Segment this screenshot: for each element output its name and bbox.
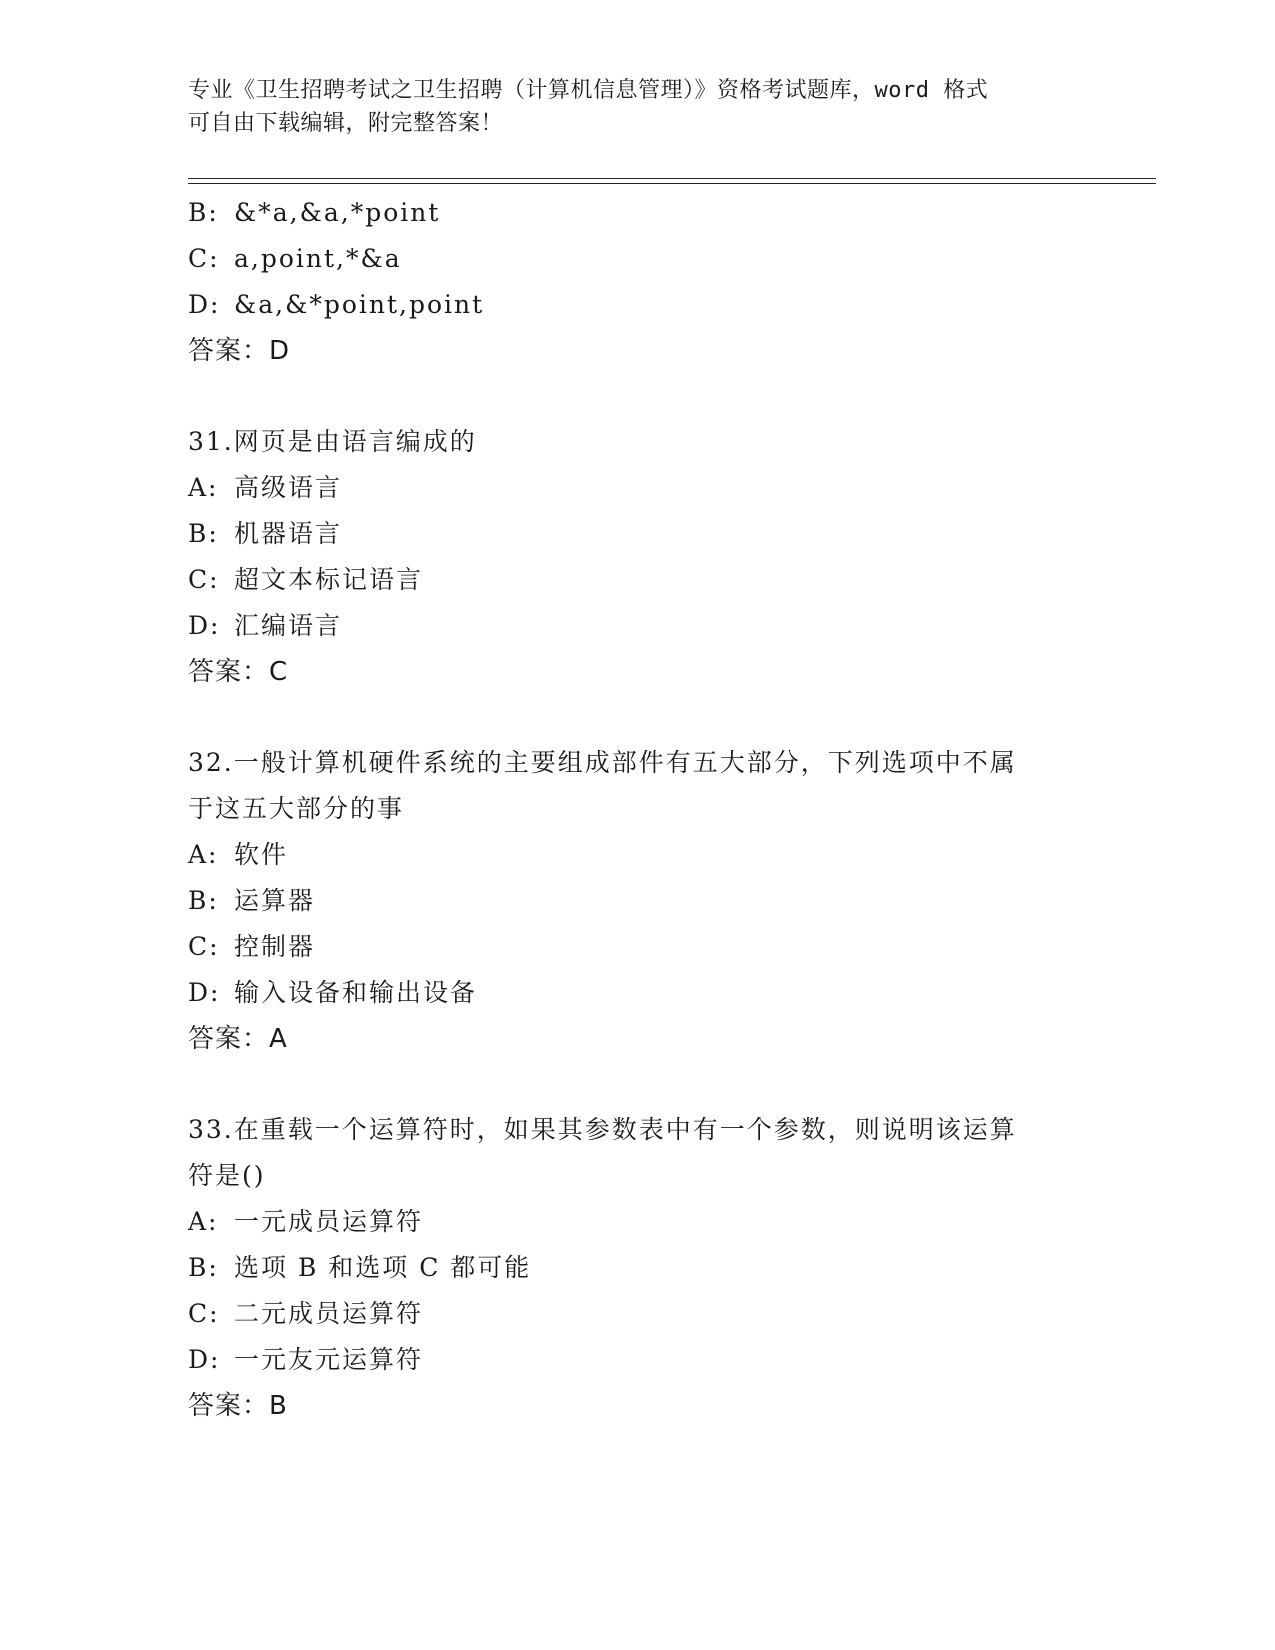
header-line-2: 可自由下载编辑，附完整答案！ [188, 111, 504, 136]
option-letter: C: [188, 1299, 220, 1328]
question-32 [188, 740, 1088, 1062]
question-31 [188, 419, 1088, 695]
option-d [188, 282, 1088, 328]
option-text: 选项 B 和选项 C 都可能 [234, 1253, 532, 1282]
option-letter: D: [188, 1345, 221, 1374]
option-text: &a,&*point,point [234, 290, 485, 319]
option-text: 二元成员运算符 [234, 1299, 424, 1328]
option-letter: D: [188, 978, 221, 1007]
option-c [188, 924, 1088, 970]
option-text: 一元成员运算符 [234, 1207, 424, 1236]
option-b [188, 878, 1088, 924]
option-letter: D: [188, 290, 221, 319]
option-text: 一元友元运算符 [234, 1345, 424, 1374]
answer: 答案：B [188, 1391, 288, 1421]
option-letter: B: [188, 1253, 219, 1282]
option-a [188, 832, 1088, 878]
option-b [188, 190, 1088, 236]
option-a [188, 1199, 1088, 1245]
option-letter: B: [188, 519, 219, 548]
option-letter: B: [188, 886, 219, 915]
option-letter: C: [188, 932, 220, 961]
option-letter: B: [188, 198, 219, 227]
option-d [188, 603, 1088, 649]
option-text: 机器语言 [234, 519, 343, 548]
option-text: 超文本标记语言 [234, 565, 424, 594]
option-letter: A: [188, 1207, 219, 1236]
document-header [188, 74, 1068, 140]
option-text: 汇编语言 [234, 611, 343, 640]
question-text: 31.网页是由语言编成的 [188, 427, 477, 456]
answer: 答案：C [188, 657, 289, 687]
option-text: a,point,*&a [234, 244, 402, 273]
option-c [188, 1291, 1088, 1337]
answer: 答案：D [188, 336, 291, 366]
option-letter: D: [188, 611, 221, 640]
option-a [188, 465, 1088, 511]
question-text-line-2: 于这五大部分的事 [188, 794, 405, 823]
question-text-line-1: 32.一般计算机硬件系统的主要组成部件有五大部分，下列选项中不属 [188, 748, 1017, 777]
option-text: 软件 [234, 840, 289, 869]
option-letter: C: [188, 244, 220, 273]
answer: 答案：A [188, 1024, 288, 1054]
option-d [188, 1337, 1088, 1383]
option-text: 运算器 [234, 886, 316, 915]
option-b [188, 1245, 1088, 1291]
option-d [188, 970, 1088, 1016]
option-c [188, 557, 1088, 603]
option-text: 控制器 [234, 932, 316, 961]
question-text-line-1: 33.在重载一个运算符时，如果其参数表中有一个参数，则说明该运算 [188, 1115, 1017, 1144]
question-33 [188, 1107, 1088, 1429]
header-divider-bottom [188, 183, 1156, 184]
option-letter: A: [188, 473, 219, 502]
option-text: 输入设备和输出设备 [234, 978, 478, 1007]
option-c [188, 236, 1088, 282]
header-line-1: 专业《卫生招聘考试之卫生招聘（计算机信息管理）》资格考试题库，word 格式 [188, 78, 989, 103]
option-text: &*a,&a,*point [234, 198, 441, 227]
question-text-line-2: 符是() [188, 1161, 266, 1190]
header-divider-top [188, 178, 1156, 179]
option-text: 高级语言 [234, 473, 343, 502]
question-30 [188, 190, 1088, 374]
option-letter: A: [188, 840, 219, 869]
option-b [188, 511, 1088, 557]
option-letter: C: [188, 565, 220, 594]
question-list [188, 190, 1088, 1429]
